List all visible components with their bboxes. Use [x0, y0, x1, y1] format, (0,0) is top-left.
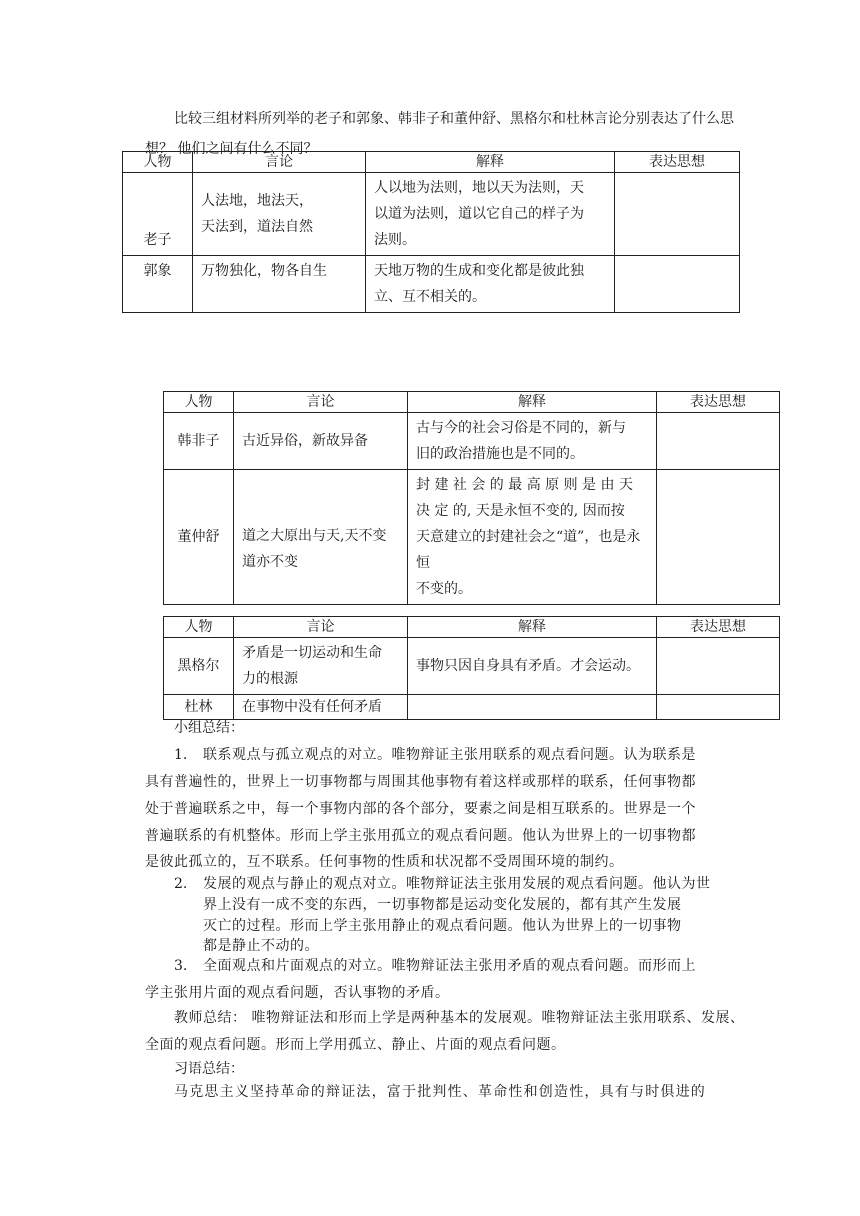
quote-line: 力的根源: [242, 671, 298, 687]
quote-line: 万物独化，物各自生: [201, 263, 327, 279]
explain-line: 天意建立的封建社会之“道”，也是永: [416, 529, 641, 545]
explain-cell: [366, 173, 615, 256]
person-cell: 韩非子: [164, 413, 234, 470]
item-2-line-4: 都是静止不动的。: [203, 938, 319, 954]
thought-cell: [657, 638, 780, 695]
teacher-summary-line-1: 教师总结： 唯物辩证法和形而上学是两种基本的发展观。唯物辩证法主张用联系、发展、: [174, 1010, 745, 1026]
thought-cell: [615, 256, 740, 313]
person-cell: 老子: [123, 173, 193, 256]
item-2-number: 2.: [174, 876, 188, 892]
item-2-line-3: 灭亡的过程。形而上学主张用静止的观点看问题。他认为世界上的一切事物: [203, 918, 682, 934]
explain-line: 决 定 的, 天是永恒不变的, 因而按: [416, 503, 625, 519]
item-2-line-2: 界上没有一成不变的东西，一切事物都是运动变化发展的，都有其产生发展: [203, 897, 682, 913]
header-person: 人物: [164, 617, 234, 638]
item-3-line-2: 学主张用片面的观点看问题，否认事物的矛盾。: [145, 985, 450, 1001]
table-row: [123, 256, 740, 313]
explain-line: 古与今的社会习俗是不同的，新与: [416, 420, 626, 436]
explain-line: 恒: [416, 555, 430, 571]
quote-cell: [193, 256, 366, 313]
quote-line: 道亦不变: [242, 554, 298, 570]
explain-line: 人以地为法则，地以天为法则，天: [374, 180, 584, 196]
xi-summary-heading: 习语总结：: [174, 1061, 244, 1077]
header-quote: 言论: [234, 617, 408, 638]
table-1: [122, 151, 740, 313]
thought-cell: [657, 695, 780, 720]
item-1-line-4: 普遍联系的有机整体。形而上学主张用孤立的观点看问题。他认为世界上的一切事物都: [145, 828, 696, 844]
group-summary-heading: 小组总结：: [174, 720, 244, 736]
xi-summary-line: 马克思主义坚持革命的辩证法，富于批判性、革命性和创造性，具有与时俱进的: [174, 1084, 706, 1100]
quote-cell: [193, 173, 366, 256]
thought-cell: [615, 173, 740, 256]
quote-line: 古近异俗，新故异备: [242, 433, 368, 449]
header-thought: 表达思想: [657, 617, 780, 638]
table-1-header-row: [123, 152, 740, 173]
explain-line: 法则。: [374, 232, 416, 248]
header-explain: 解释: [408, 392, 657, 413]
explain-cell: [408, 638, 657, 695]
explain-line: 不变的。: [416, 581, 472, 597]
table-row: [164, 695, 780, 720]
item-1-number: 1.: [174, 747, 188, 763]
explain-cell: [408, 470, 657, 605]
item-1-line-1: 联系观点与孤立观点的对立。唯物辩证主张用联系的观点看问题。认为联系是: [203, 747, 696, 763]
item-1-line-2: 具有普遍性的，世界上一切事物都与周围其他事物有着这样或那样的联系，任何事物都: [145, 774, 696, 790]
header-thought: 表达思想: [657, 392, 780, 413]
quote-cell: [234, 638, 408, 695]
table-2-header-row: [164, 392, 780, 413]
header-explain: 解释: [408, 617, 657, 638]
table-row: [164, 413, 780, 470]
intro-line-2: 想？ 他们之间有什么不同？: [145, 141, 318, 157]
quote-line: 在事物中没有任何矛盾: [242, 699, 382, 715]
explain-line: 封 建 社 会 的 最 高 原 则 是 由 天: [416, 477, 633, 493]
item-2-line-1: 发展的观点与静止的观点对立。唯物辩证法主张用发展的观点看问题。他认为世: [203, 876, 711, 892]
explain-line: 天地万物的生成和变化都是彼此独: [374, 263, 584, 279]
teacher-summary-line-2: 全面的观点看问题。形而上学用孤立、静止、片面的观点看问题。: [145, 1037, 566, 1053]
explain-cell: [408, 695, 657, 720]
item-3-line-1: 全面观点和片面观点的对立。唯物辩证法主张用矛盾的观点看问题。而形而上: [203, 958, 696, 974]
person-cell: 黑格尔: [164, 638, 234, 695]
header-person: 人物: [123, 152, 193, 173]
table-1-container: [0, 0, 860, 305]
explain-line: 以道为法则，道以它自己的样子为: [374, 206, 584, 222]
quote-line: 矛盾是一切运动和生命: [242, 645, 382, 661]
table-2: [163, 391, 780, 605]
person-cell: 董仲舒: [164, 470, 234, 605]
person-cell: 郭象: [123, 256, 193, 313]
quote-line: 人法地，地法天，: [201, 193, 313, 209]
explain-cell: [366, 256, 615, 313]
person-cell: 杜林: [164, 695, 234, 720]
item-1-line-3: 处于普遍联系之中，每一个事物内部的各个部分，要素之间是相互联系的。世界是一个: [145, 801, 696, 817]
header-thought: 表达思想: [615, 152, 740, 173]
explain-cell: [408, 413, 657, 470]
quote-line: 天法到，道法自然: [201, 219, 313, 235]
item-1-line-5: 是彼此孤立的，互不联系。任何事物的性质和状况都不受周围环境的制约。: [145, 854, 624, 870]
header-quote: 言论: [193, 152, 366, 173]
table-row: [164, 638, 780, 695]
intro-line-1: 比较三组材料所列举的老子和郭象、韩非子和董仲舒、黑格尔和杜林言论分别表达了什么思: [174, 111, 734, 127]
explain-line: 旧的政治措施也是不同的。: [416, 446, 584, 462]
table-row: [164, 470, 780, 605]
item-3-number: 3.: [174, 958, 188, 974]
thought-cell: [657, 413, 780, 470]
explain-line: 立、互不相关的。: [374, 289, 486, 305]
header-person: 人物: [164, 392, 234, 413]
table-row: [123, 173, 740, 256]
quote-cell: [234, 470, 408, 605]
explain-line: 事物只因自身具有矛盾。才会运动。: [416, 658, 640, 674]
table-3: [163, 616, 780, 720]
quote-cell: [234, 695, 408, 720]
table-3-header-row: [164, 617, 780, 638]
thought-cell: [657, 470, 780, 605]
header-quote: 言论: [234, 392, 408, 413]
quote-line: 道之大原出与天,天不变: [242, 528, 387, 544]
quote-cell: [234, 413, 408, 470]
header-explain: 解释: [366, 152, 615, 173]
